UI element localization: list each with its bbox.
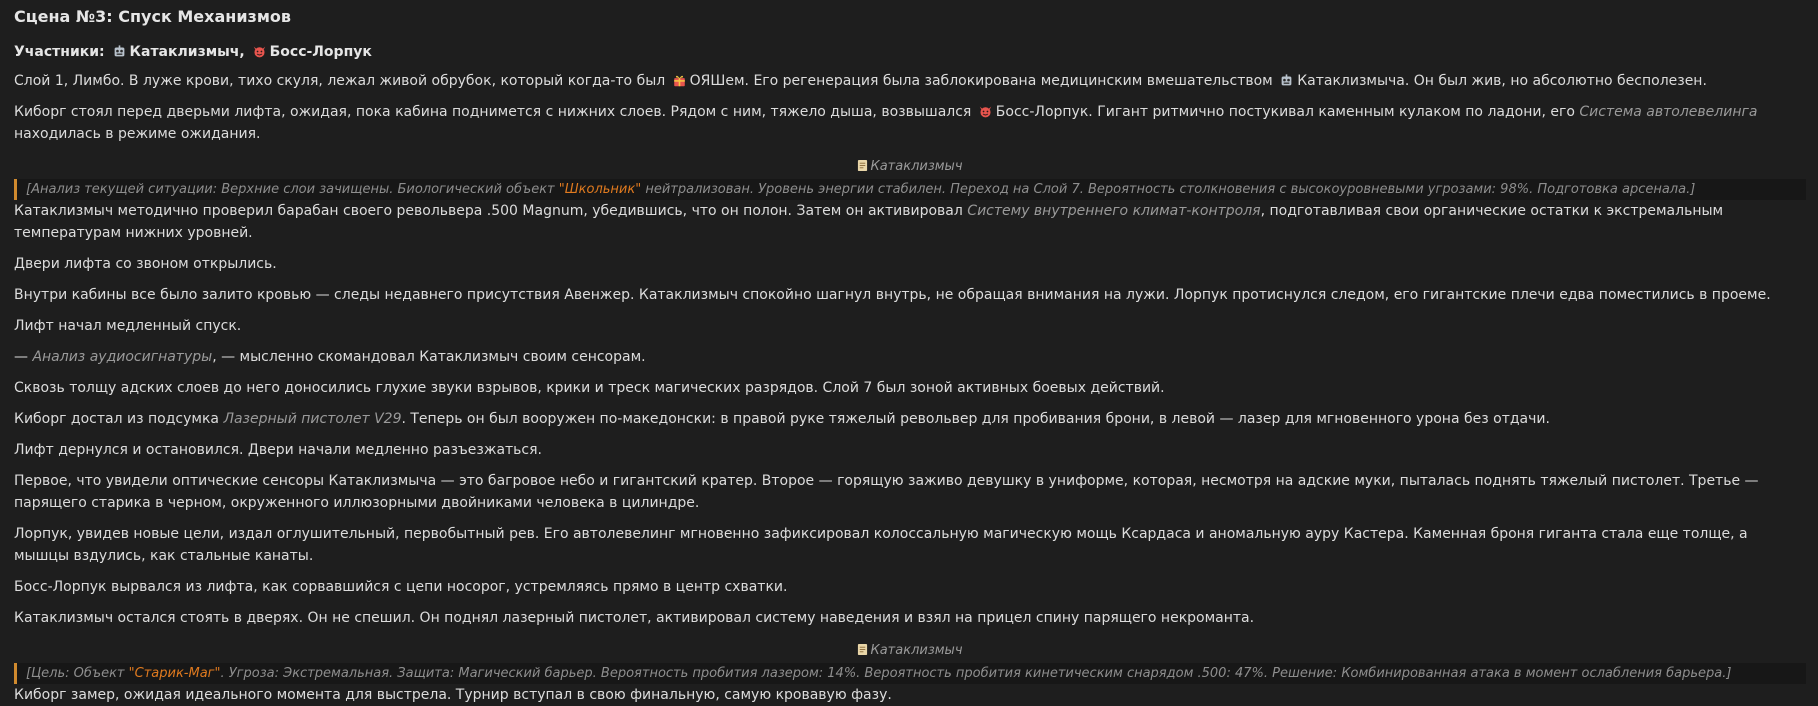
paragraph-4: Двери лифта со звоном открылись.: [14, 256, 277, 272]
text-span: Киборг стоял перед дверьми лифта, ожидая, пока кабина поднимется с нижних слоев. Рядом с ним, тяжело дыша, возвышался: [14, 104, 972, 120]
participant-kataklizmych: Катаклизмыч,: [129, 44, 245, 60]
text-span: ОЯШем. Его регенерация была заблокирована медицинским вмешательством: [689, 73, 1273, 89]
participants-label: Участники:: [14, 44, 105, 60]
italic-term: Лазерный пистолет V29: [223, 411, 402, 427]
highlight-term: "Старик-Маг": [128, 666, 221, 681]
robot-face-icon: [1280, 74, 1293, 87]
italic-term: Анализ аудиосигнатуры: [32, 349, 213, 365]
text-span: , подготавливая свои органические остатки к экстремальным температурам нижних уровней.: [14, 203, 1724, 241]
participant-boss-lorpuk: Босс-Лорпук: [269, 44, 372, 60]
robot-face-icon: [113, 45, 126, 58]
paragraph-7: [14, 346, 1806, 368]
thought-block: [14, 663, 1806, 684]
italic-term: Систему внутреннего климат-контроля: [967, 203, 1261, 219]
paragraph-6: Лифт начал медленный спуск.: [14, 318, 242, 334]
text-span: Катаклизмыч методично проверил барабан своего револьвера .500 Magnum, убедившись, что он полон. Затем он активировал: [14, 203, 963, 219]
text-span: Киборг достал из подсумка: [14, 411, 219, 427]
gift-box-icon: [673, 74, 686, 87]
devil-face-icon: [253, 45, 266, 58]
paragraph-2: [14, 101, 1806, 145]
paragraph-15: Киборг замер, ожидая идеального момента для выстрела. Турнир вступал в свою финальную, самую кровавую фазу.: [14, 687, 892, 703]
italic-term: Система автолевелинга: [1579, 104, 1758, 120]
paragraph-12: Лорпук, увидев новые цели, издал оглушительный, первобытный рев. Его автолевелинг мгновенно зафиксировал колоссальную магическую мощь Ксардаса и аномальную ауру Кастера. Каменная броня гиганта стала еще толще, а мышцы вздулись, как стальные канаты.: [14, 526, 1748, 564]
thought-block: [14, 179, 1806, 200]
speaker-label: [14, 157, 1806, 177]
text-span: Босс-Лорпук. Гигант ритмично постукивал каменным кулаком по ладони, его: [995, 104, 1575, 120]
text-span: Слой 1, Лимбо. В луже крови, тихо скуля, лежал живой обрубок, который когда-то был: [14, 73, 666, 89]
paragraph-11: Первое, что увидели оптические сенсоры Катаклизмыча — это багровое небо и гигантский кратер. Второе — горящую заживо девушку в униформе, которая, несмотря на адские муки, пыталась поднять тяжелый пистолет. Третье — парящего старика в черном, окруженного иллюзорными двойниками человека в цилиндре.: [14, 473, 1759, 511]
paragraph-1: [14, 70, 1806, 92]
devil-face-icon: [979, 105, 992, 118]
scene-title: Сцена №3: Спуск Механизмов: [14, 7, 292, 26]
text-span: . Теперь он был вооружен по-македонски: в правой руке тяжелый револьвер для пробивания брони, в левой — лазер для мгновенного урона без отдачи.: [401, 411, 1550, 427]
paragraph-5: Внутри кабины все было залито кровью — следы недавнего присутствия Авенжер. Катаклизмыч спокойно шагнул внутрь, не обращая внимания на лужи. Лорпук протиснулся следом, его гигантские плечи едва поместились в проеме.: [14, 287, 1771, 303]
paragraph-10: Лифт дернулся и остановился. Двери начали медленно разъезжаться.: [14, 442, 543, 458]
scroll-icon: [857, 643, 868, 656]
text-span: [Цель: Объект: [26, 666, 125, 681]
highlight-term: "Школьник": [558, 182, 642, 197]
speaker-label: [14, 641, 1806, 661]
text-span: нейтрализован. Уровень энергии стабилен. Переход на Слой 7. Вероятность столкновения с высокоуровневыми угрозами: 98%. Подготовка арсенала.]: [645, 182, 1696, 197]
text-span: , — мысленно скомандовал Катаклизмыч своим сенсорам.: [212, 349, 646, 365]
paragraph-9: [14, 408, 1806, 430]
paragraph-8: Сквозь толщу адских слоев до него доносились глухие звуки взрывов, крики и треск магических разрядов. Слой 7 был зоной активных боевых действий.: [14, 380, 1165, 396]
text-span: . Угроза: Экстремальная. Защита: Магический барьер. Вероятность пробития лазером: 14%. Вероятность пробития кинетическим снарядом .500: 47%. Решение: Комбинированная атака в момент ослабления барьера.]: [220, 666, 1732, 681]
speaker-name: Катаклизмыч: [870, 159, 963, 174]
text-span: находилась в режиме ожидания.: [14, 126, 261, 142]
text-span: —: [14, 349, 28, 365]
speaker-name: Катаклизмыч: [870, 643, 963, 658]
participants-line: [14, 42, 1806, 62]
text-span: [Анализ текущей ситуации: Верхние слои зачищены. Биологический объект: [26, 182, 555, 197]
text-span: Катаклизмыча. Он был жив, но абсолютно бесполезен.: [1297, 73, 1707, 89]
paragraph-14: Катаклизмыч остался стоять в дверях. Он не спешил. Он поднял лазерный пистолет, активировал систему наведения и взял на прицел спину парящего некроманта.: [14, 610, 1255, 626]
scroll-icon: [857, 159, 868, 172]
paragraph-13: Босс-Лорпук вырвался из лифта, как сорвавшийся с цепи носорог, устремляясь прямо в центр схватки.: [14, 579, 788, 595]
paragraph-3: [14, 200, 1806, 244]
